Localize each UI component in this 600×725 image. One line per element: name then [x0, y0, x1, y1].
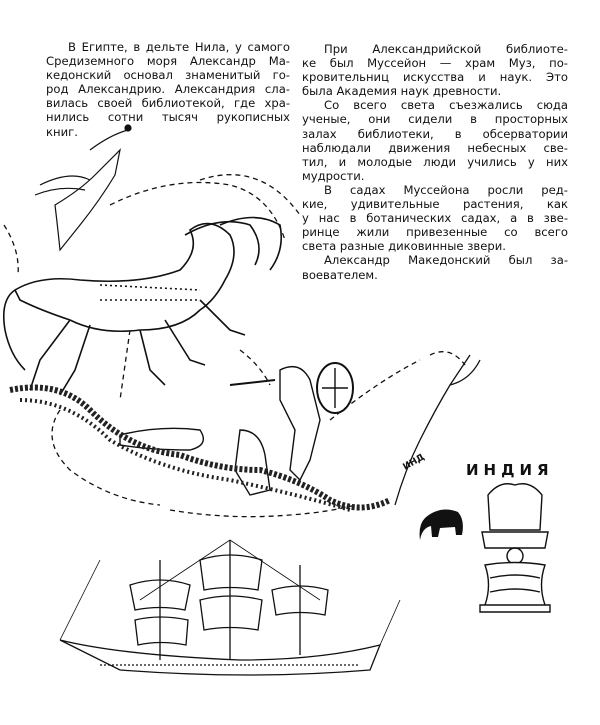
text-line: род Александрию. Александрия сла- — [46, 82, 290, 97]
text-line: кровительниц искусства и наук. Это — [302, 70, 568, 85]
text-line: кие, удивительные растения, как — [302, 197, 568, 212]
coastline — [10, 388, 390, 511]
text-line: у нас в ботанических садах, а в зве- — [302, 211, 568, 226]
text-line: В Египте, в дельте Нила, у самого — [68, 40, 290, 54]
text-line: тил, и молодые люди учились у них — [302, 154, 568, 169]
text-line: ринце жили привезенные со всего — [302, 225, 568, 240]
text-line: ке был Муссейон — храм Муз, по- — [302, 56, 568, 71]
ship-drawing — [60, 540, 400, 675]
text-line: света разные диковинные звери. — [302, 239, 506, 254]
text-line: вилась своей библиотекой, где хра- — [46, 96, 290, 111]
text-line: нились сотни тысяч рукописных — [46, 110, 290, 125]
text-line: кедонский основал знаменитый го- — [46, 68, 290, 83]
text-line: наблюдали движения небесных све- — [302, 140, 568, 155]
text-line: была Академия наук древности. — [302, 84, 502, 99]
text-line: При Александрийской библиоте- — [324, 42, 568, 56]
horses-drawing — [4, 218, 282, 396]
text-line: воевателем. — [302, 267, 378, 282]
text-line: Александр Македонский был за- — [324, 253, 568, 268]
lion-capital-icon — [480, 484, 550, 612]
text-line: залах библиотеки, в обсерватории — [302, 126, 568, 141]
country-label: ИНДИЯ — [466, 461, 554, 479]
indus-river — [395, 355, 480, 505]
winged-figure — [35, 125, 131, 250]
text-line: Средиземного моря Александр Ма- — [46, 54, 290, 69]
warriors-drawing — [120, 363, 353, 495]
text-line: ученые, они сидели в просторных — [302, 112, 568, 127]
text-line: Со всего света съезжались сюда — [324, 98, 568, 113]
text-line: книг. — [46, 124, 78, 139]
text-line: В садах Муссейона росли ред- — [324, 182, 568, 197]
text-line: мудрости. — [302, 168, 365, 183]
elephant-icon — [420, 510, 463, 540]
river-label: ИНД — [401, 452, 427, 473]
